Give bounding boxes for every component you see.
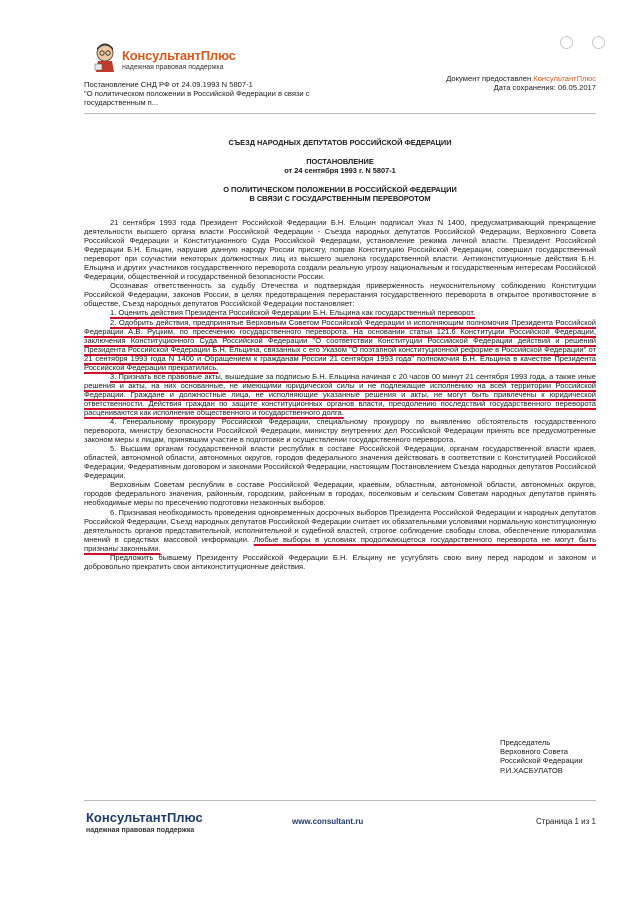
signature-line-2: Верховного Совета	[500, 747, 568, 757]
header-logo-subtitle: надежная правовая поддержка	[122, 64, 224, 71]
provided-prefix: Документ предоставлен	[446, 74, 534, 83]
paragraph-item-1	[84, 308, 596, 317]
header-logo-text: КонсультантПлюс	[122, 48, 236, 63]
footer-brand: КонсультантПлюс	[86, 810, 203, 825]
item-2-text: 2. Одобрить действия, предпринятые Верховным Советом Российской Федерации и исполняющим полномочия Президента Российской Федерации А.В. Руцким, по пресечению государственного переворота. На основании статьи 121.6 Конституции Российской Федерации, заключения Конституционного Суда Российской Федерации "О соответствии Конституции Российской Федерации действий и решений Президента Российской Федерации Б.Н. Ельцина, связанных с его Указом "О поэтапной конституционной реформе в Российской Федерации" от 21 сентября 1993 года N 1400 и Обращением к гражданам России 21 сентября 1993 года" полномочия Б.Н. Ельцина в качестве Президента Российской Федерации прекратились.	[84, 317, 596, 372]
item-6-highlight: Любые выборы в условиях продолжающегося государственного переворота не могут быть признаны законными.	[84, 534, 596, 553]
footer-page-number: Страница 1 из 1	[536, 817, 596, 826]
item-3-text: 3. Признать все правовые акты, вышедшие за подписью Б.Н. Ельцина начиная с 20 часов 00 минут 21 сентября 1993 года, а также иные решения и акты, на них основанные, не имеющими юридической силы и не подлежащие исполнению на всей территории Российской Федерации. Граждане и должностные лица, не исполняющие указанные решения и акты, не могут быть привлечены к юридической ответственности. Действия граждан по защите конституционных органов власти, преодолению последствий государственного переворота расцениваются как исполнение общественного и государственного долга.	[84, 371, 596, 417]
congress-title: СЪЕЗД НАРОДНЫХ ДЕПУТАТОВ РОССИЙСКОЙ ФЕДЕРАЦИИ	[228, 138, 452, 147]
doc-ref-line-1: Постановление СНД РФ от 24.09.1993 N 5807-1	[84, 80, 253, 89]
paragraph-resolve: Осознавая ответственность за судьбу Отечества и подтверждая приверженность неукоснительному соблюдению Конституции Российской Федерации, законов России, в целях предотвращения перерастания государственного переворота в открытое противостояние в обществе, Съезд народных депутатов Российской Федерации постановляет:	[84, 281, 596, 309]
paragraph-preamble: 21 сентября 1993 года Президент Российской Федерации Б.Н. Ельцин подписал Указ N 1400, предусматривающий прекращение деятельности высшего органа власти Российской Федерации - Съезда народных депутатов Российской Федерации, Верховного Совета Российской Федерации и Конституционного Суда Российской Федерации, установление режима личной власти. Президент Российской Федерации Б.Н. Ельцин, нарушив данную народу России присягу, поправ Конституцию Российской Федерации, совершил государственный переворот при соучастии некоторых должностных лиц из высшего эшелона государственной власти. Антиконституционные действия Б.Н. Ельцина и других участников государственного переворота создали реальную угрозу национальным и государственным интересам Российской Федерации, общественной и государственной безопасности России.	[84, 218, 596, 282]
paragraph-closing: Предложить бывшему Президенту Российской Федерации Б.Н. Ельцину не усугублять свою вину перед народом и законом и добровольно прекратить свои антиконституционные действия.	[84, 552, 596, 571]
doc-type: ПОСТАНОВЛЕНИЕ	[306, 157, 374, 166]
item-1-text: 1. Оценить действия Президента Российской Федерации Б.Н. Ельцина как государственный переворот.	[110, 308, 476, 318]
subject-line-2: В СВЯЗИ С ГОСУДАРСТВЕННЫМ ПЕРЕВОРОТОМ	[249, 194, 431, 203]
signature-line-1: Председатель	[500, 738, 551, 747]
circle-icon	[592, 36, 605, 49]
document-reference	[84, 80, 344, 107]
paragraph-item-3	[84, 372, 596, 417]
circle-icon	[560, 36, 573, 49]
document-body	[84, 218, 596, 571]
paragraph-item-2	[84, 318, 596, 372]
provided-by	[396, 74, 596, 92]
signature-line-3: Российской Федерации	[500, 756, 583, 766]
provided-brand: КонсультантПлюс	[533, 74, 596, 83]
signature-block	[500, 738, 620, 775]
doc-date-number: от 24 сентября 1993 г. N 5807-1	[284, 166, 396, 175]
doc-ref-line-3: государственным п...	[84, 98, 159, 107]
paragraph-item-5-cont: Верховным Советам республик в составе Российской Федерации, краевым, областным, автономной области, автономных округов, городов федерального значения, районным, городским, районным в городах, поселковым и сельским Советам народных депутатов принять необходимые меры по пресечению подготовки незаконных выборов.	[84, 480, 596, 508]
provided-line	[396, 74, 596, 83]
footer-url-link[interactable]: www.consultant.ru	[292, 817, 364, 826]
paragraph-item-4: 4. Генеральному прокурору Российской Федерации, специальному прокурору по выявлению обстоятельств государственного переворота, министру безопасности Российской Федерации, министру внутренних дел Российской Федерации принять все предусмотренные законом меры к лицам, принявшим участие в подготовке и осуществлении государственного переворота.	[84, 417, 596, 445]
doc-ref-line-2: "О политическом положении в Российской Федерации в связи с	[84, 89, 310, 98]
footer-subtitle: надежная правовая поддержка	[86, 827, 195, 834]
footer-divider	[84, 800, 596, 801]
header-divider	[84, 113, 596, 114]
title-block	[84, 138, 596, 203]
paragraph-item-5: 5. Высшим органам государственной власти республик в составе Российской Федерации, органам государственной власти краев, областей, автономной области, автономных округов, городов федерального значения действовать в соответствии с Конституцией Российской Федерации, Федеративным договором и законами Российской Федерации, настоящим Постановлением Съезда народных депутатов Российской Федерации.	[84, 444, 596, 481]
saved-date: Дата сохранения: 06.05.2017	[493, 83, 596, 92]
subject-line-1: О ПОЛИТИЧЕСКОМ ПОЛОЖЕНИИ В РОССИЙСКОЙ ФЕДЕРАЦИИ	[223, 185, 457, 194]
paragraph-item-6	[84, 508, 596, 553]
consultant-mascot-icon	[92, 42, 118, 72]
signature-name: Р.И.ХАСБУЛАТОВ	[500, 765, 563, 775]
item-6-text: 6. Признавая необходимость проведения одновременных досрочных выборов Президента Российской Федерации и народных депутатов Российской Федерации, Съезд народных депутатов Российской Федерации считает их обязательными условиями нормальную конституционную деятельность органов представительной, исполнительной и судебной властей, строгое соблюдение свободы слова, обеспечение плюрализма мнений в средствах массовой информации.	[84, 507, 596, 544]
